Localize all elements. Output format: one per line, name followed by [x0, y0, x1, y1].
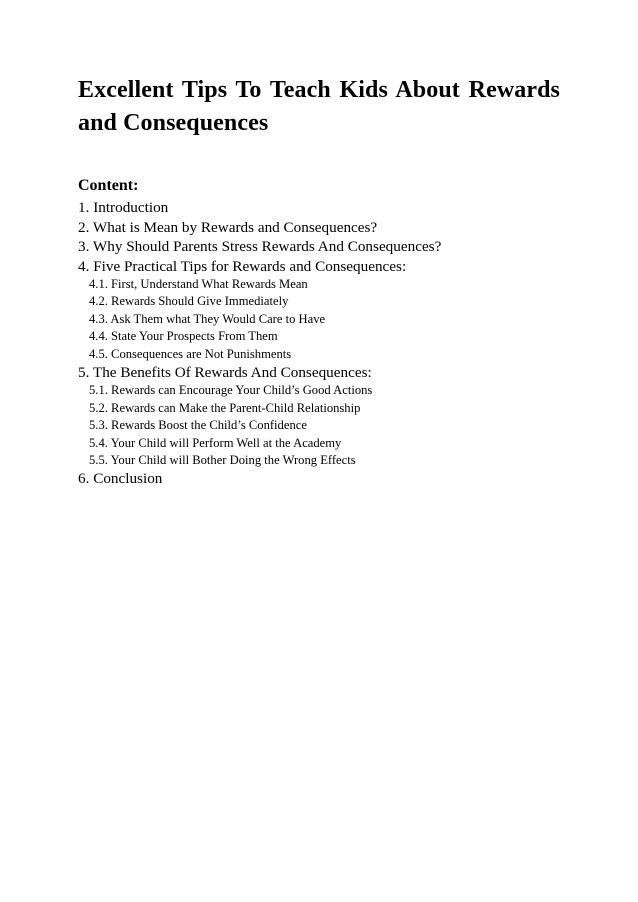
toc-item-introduction: 1. Introduction	[78, 199, 169, 216]
toc-item-what-is-meant: 2. What is Mean by Rewards and Consequences?	[78, 218, 378, 236]
toc-subitem-5-5: 5.5. Your Child will Bother Doing the Wrong Effects	[89, 453, 356, 468]
toc-heading: Content:	[78, 177, 139, 194]
toc-item-benefits: 5. The Benefits Of Rewards And Consequences:	[78, 363, 372, 381]
document-title: Excellent Tips To Teach Kids About Rewards and Consequences	[78, 77, 560, 136]
toc-subitem-4-1: 4.1. First, Understand What Rewards Mean	[89, 277, 308, 291]
toc-subitem-4-4: 4.4. State Your Prospects From Them	[89, 329, 278, 344]
toc-subitem-5-1: 5.1. Rewards can Encourage Your Child’s Good Actions	[89, 383, 373, 398]
toc-subitem-4-3: 4.3. Ask Them what They Would Care to Have	[89, 311, 326, 326]
toc-list	[78, 198, 560, 489]
toc-item-why-stress: 3. Why Should Parents Stress Rewards And Consequences?	[78, 238, 442, 255]
toc-subitem-5-3: 5.3. Rewards Boost the Child’s Confidence	[89, 418, 307, 433]
table-of-contents	[78, 176, 560, 489]
toc-item-conclusion: 6. Conclusion	[78, 470, 163, 488]
toc-subitem-4-5: 4.5. Consequences are Not Punishments	[89, 346, 292, 361]
toc-item-practical-tips: 4. Five Practical Tips for Rewards and Consequences:	[78, 257, 407, 275]
toc-subitem-5-4: 5.4. Your Child will Perform Well at the Academy	[89, 435, 342, 450]
toc-subitem-4-2: 4.2. Rewards Should Give Immediately	[89, 294, 289, 309]
toc-subitem-5-2: 5.2. Rewards can Make the Parent-Child Relationship	[89, 400, 361, 415]
